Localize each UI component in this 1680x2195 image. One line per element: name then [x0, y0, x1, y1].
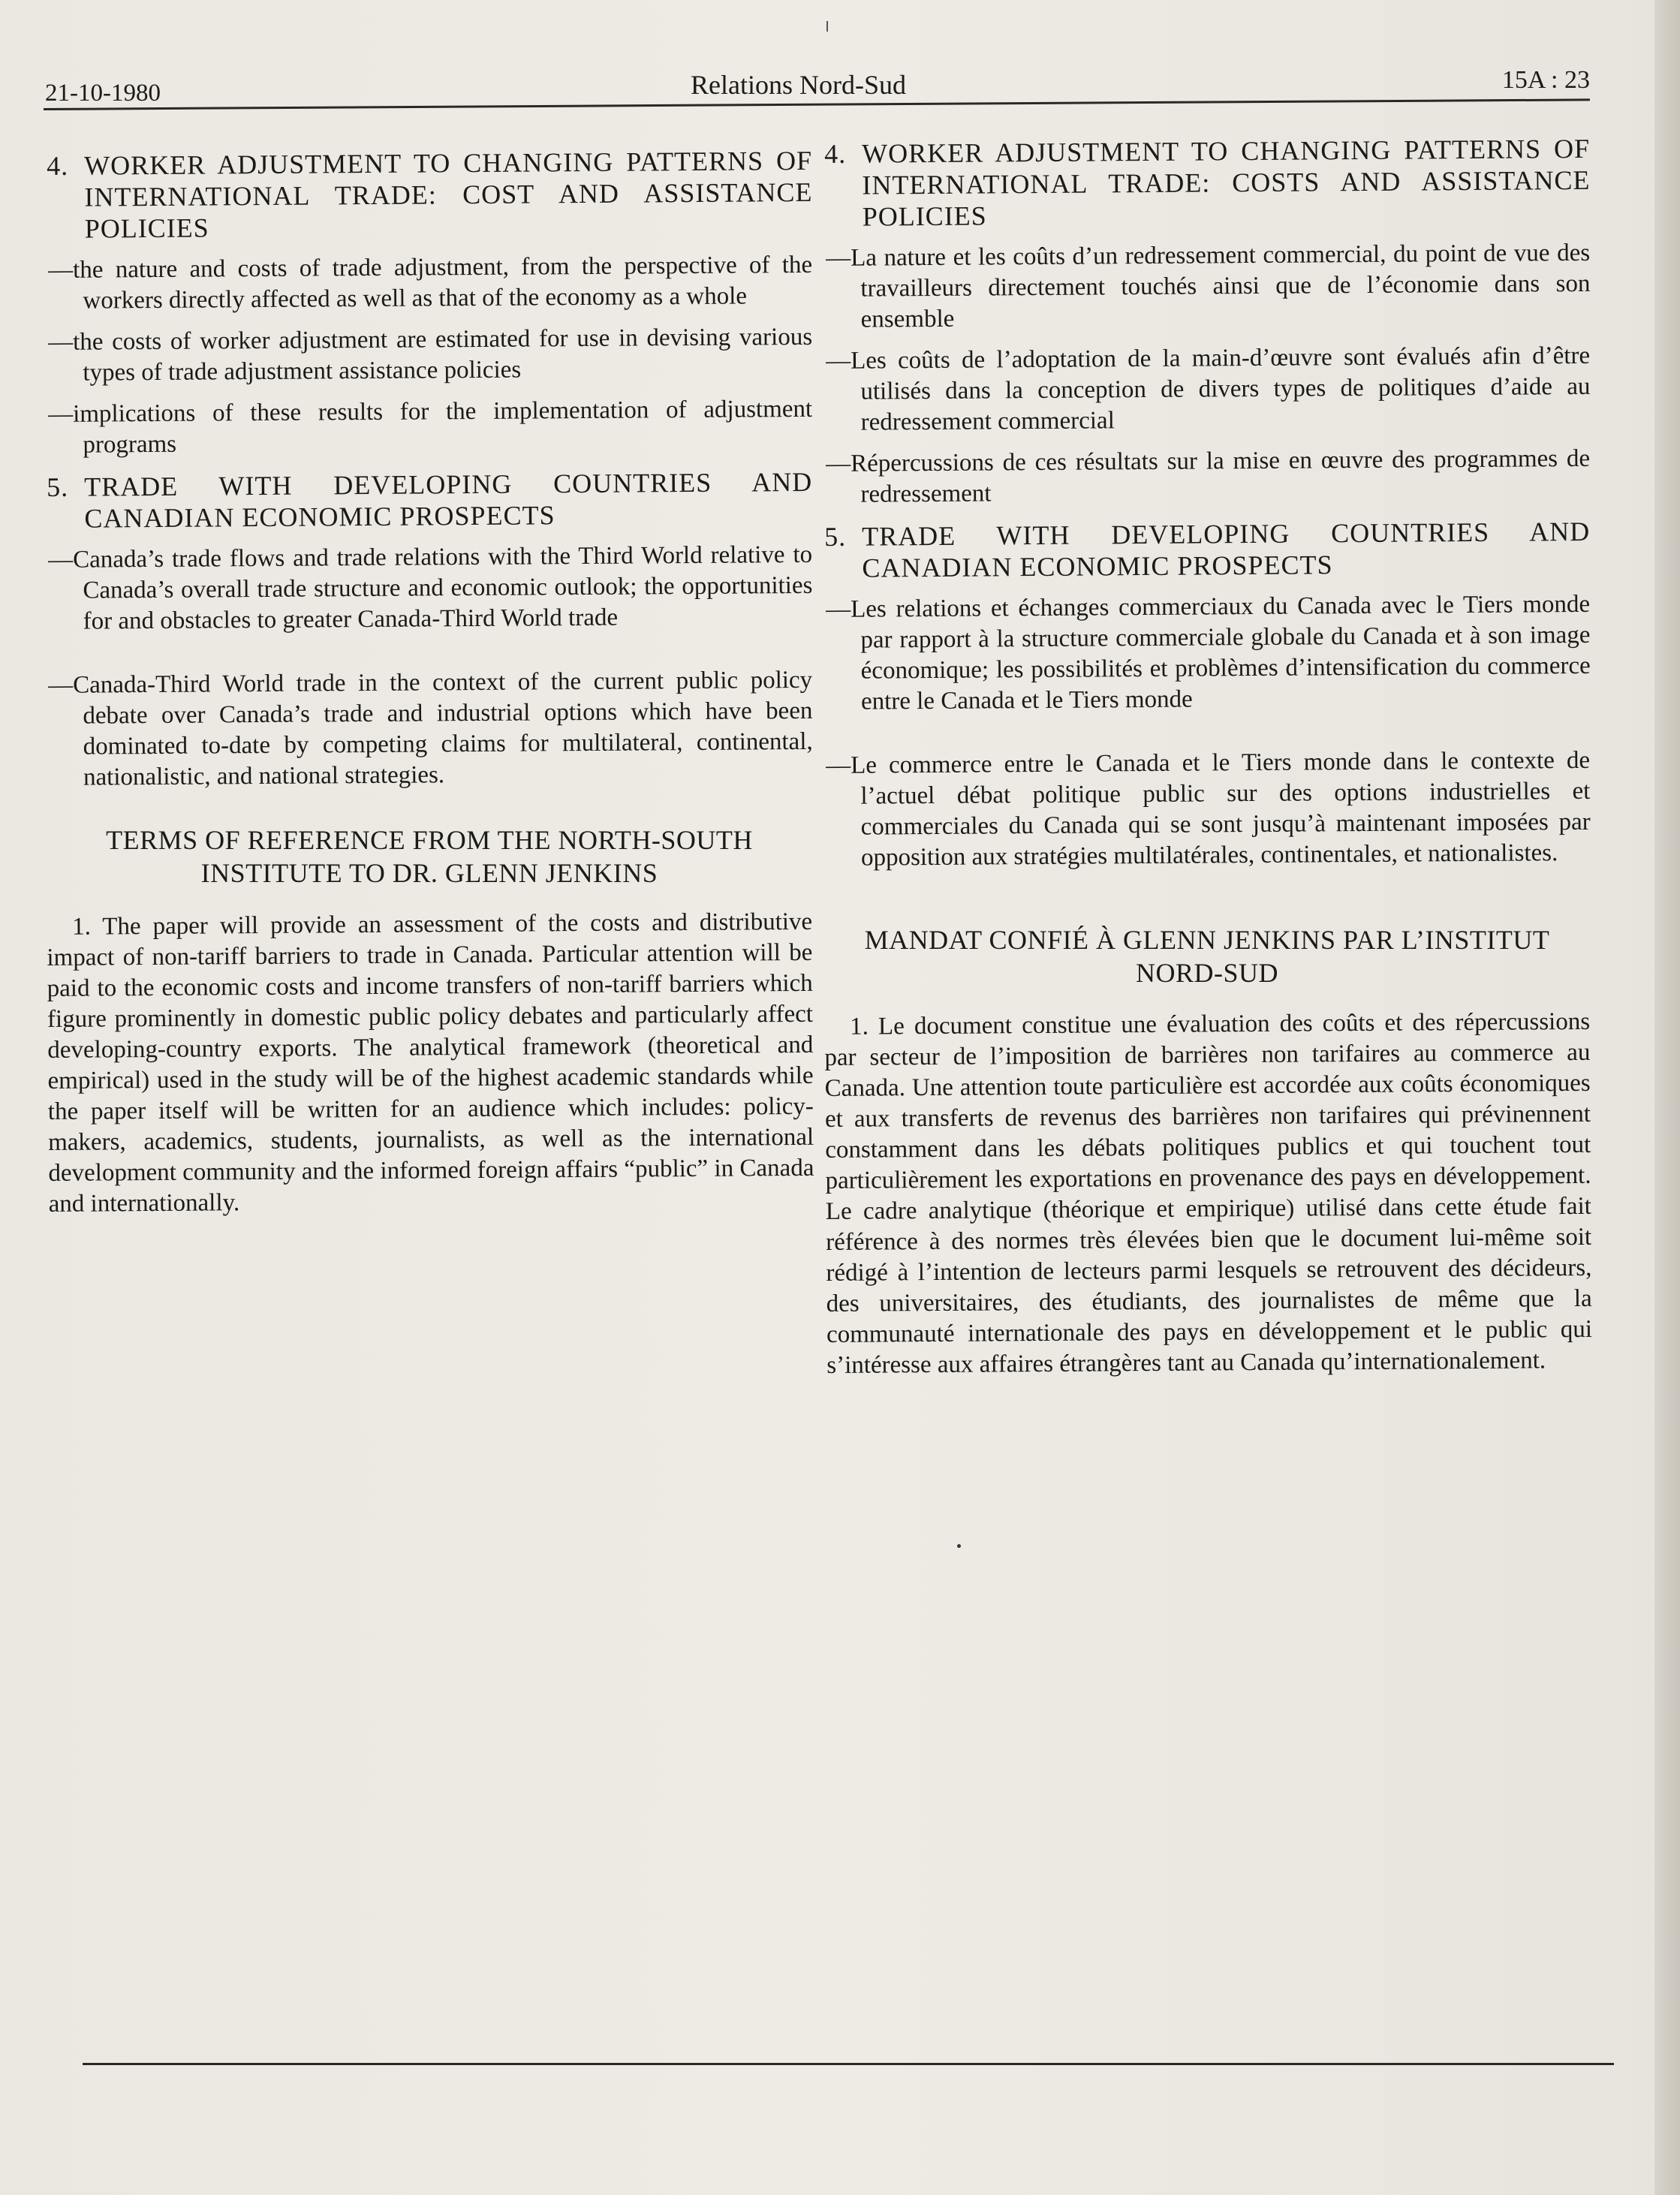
section-number: 4.: [824, 138, 847, 169]
mandat-heading: MANDAT CONFIÉ À GLENN JENKINS PAR L’INSTITUT NORD-SUD: [864, 925, 1550, 988]
scan-mark: [826, 21, 828, 32]
ink-dot: [957, 1544, 961, 1548]
french-column: [824, 133, 1593, 1381]
mandat-paragraph: 1. Le document constitue une évaluation des coûts et des répercussions par secteur de l’imposition de barrières non tarifaires au commerce au Canada. Une attention toute particulière est accordée aux coûts économiques et aux transferts de revenus des barrières non tarifaires qui prévinennent constamment dans les débats politiques publics et qui touchent tout particulièrement les exportations en provenance des pays en développement. Le cadre analytique (théorique et empirique) utilisé dans cette étude fait référence à des normes très élevées bien que le document lui-même soit rédigé à l’intention de lecteurs parmi lesquels se retrouvent des décideurs, des universitaires, des étudiants, des journalistes de même que la communauté internationale des pays en développement et le public qui s’intéresse aux affaires étrangères tant au Canada qu’internationalement.: [824, 1007, 1593, 1379]
bullet-item: —Canada-Third World trade in the context of the current public policy debate over Canada’s trade and industrial options which have been dominated to-date by competing claims for multilateral, continental, nationalistic, and national strategies.: [48, 666, 813, 791]
section-5-title: [824, 516, 1591, 584]
header-date: 21-10-1980: [45, 80, 161, 107]
page-edge-shadow: [1654, 0, 1680, 2195]
header-page-number: 15A : 23: [1501, 66, 1590, 94]
bullet-item: —Les relations et échanges commerciaux du Canada avec le Tiers monde par rapport à la structure commerciale globale du Canada et à son image économique; les possibilités et problèmes d’intensification du commerce entre le Canada et le Tiers monde: [826, 590, 1591, 715]
bullet-item: —Le commerce entre le Canada et le Tiers monde dans le contexte de l’actuel débat politique public sur des options industrielles et commerciales du Canada qui se sont jusqu’à maintenant imposées par opposition aux stratégies multilatérales, continentales, et nationalistes.: [826, 746, 1591, 872]
footer-rule: [83, 2063, 1614, 2065]
bullet-item: —the nature and costs of trade adjustment, from the perspective of the workers directly affected as well as that of the economy as a whole: [48, 251, 813, 315]
bullet-item: —implications of these results for the implementation of adjustment programs: [48, 395, 813, 459]
section-title-text: TRADE WITH DEVELOPING COUNTRIES AND CANADIAN ECONOMIC PROSPECTS: [84, 466, 813, 534]
section-number: 5.: [47, 471, 69, 502]
section-4-title: [47, 145, 813, 245]
section-number: 5.: [824, 521, 847, 552]
section-5-title: [47, 466, 813, 534]
bullet-item: —Répercussions de ces résultats sur la mise en œuvre des programmes de redressement: [826, 444, 1591, 508]
section-title-text: TRADE WITH DEVELOPING COUNTRIES AND CANADIAN ECONOMIC PROSPECTS: [862, 516, 1591, 583]
bullet-item: —La nature et les coûts d’un redressement commercial, du point de vue des travailleurs directement touchés ainsi que de l’économie dans son ensemble: [826, 239, 1591, 333]
section-title-text: WORKER ADJUSTMENT TO CHANGING PATTERNS OF INTERNATIONAL TRADE: COSTS AND ASSISTANCE POLICIES: [862, 133, 1591, 232]
bullet-item: —Les coûts de l’adoptation de la main-d’œuvre sont évalués afin d’être utilisés dans la conception de divers types de politiques d’aide au redressement commercial: [826, 342, 1591, 436]
section-title-text: WORKER ADJUSTMENT TO CHANGING PATTERNS OF INTERNATIONAL TRADE: COST AND ASSISTANCE POLICIES: [84, 145, 813, 244]
english-column: [47, 145, 814, 1220]
terms-paragraph: 1. The paper will provide an assessment of the costs and distributive impact of non-tariff barriers to trade in Canada. Particular attention will be paid to the economic costs and income transfers of non-tariff barriers which figure prominently in domestic public policy debates and particularly affect developing-country exports. The analytical framework (theoretical and empirical) used in the study will be of the highest academic standards while the paper itself will be written for an audience which includes: policy-makers, academics, students, journalists, as well as the international development community and the informed foreign affairs “public” in Canada and internationally.: [47, 908, 814, 1218]
bullet-item: —the costs of worker adjustment are estimated for use in devising various types of trade adjustment assistance policies: [48, 323, 813, 387]
bullet-item: —Canada’s trade flows and trade relations with the Third World relative to Canada’s overall trade structure and economic outlook; the opportunities for and obstacles to greater Canada-Third World trade: [48, 540, 813, 635]
section-4-title: [824, 133, 1591, 233]
header-title: Relations Nord-Sud: [691, 70, 906, 100]
terms-of-reference-heading: TERMS OF REFERENCE FROM THE NORTH-SOUTH INSTITUTE TO DR. GLENN JENKINS: [106, 825, 753, 888]
section-number: 4.: [47, 150, 69, 181]
